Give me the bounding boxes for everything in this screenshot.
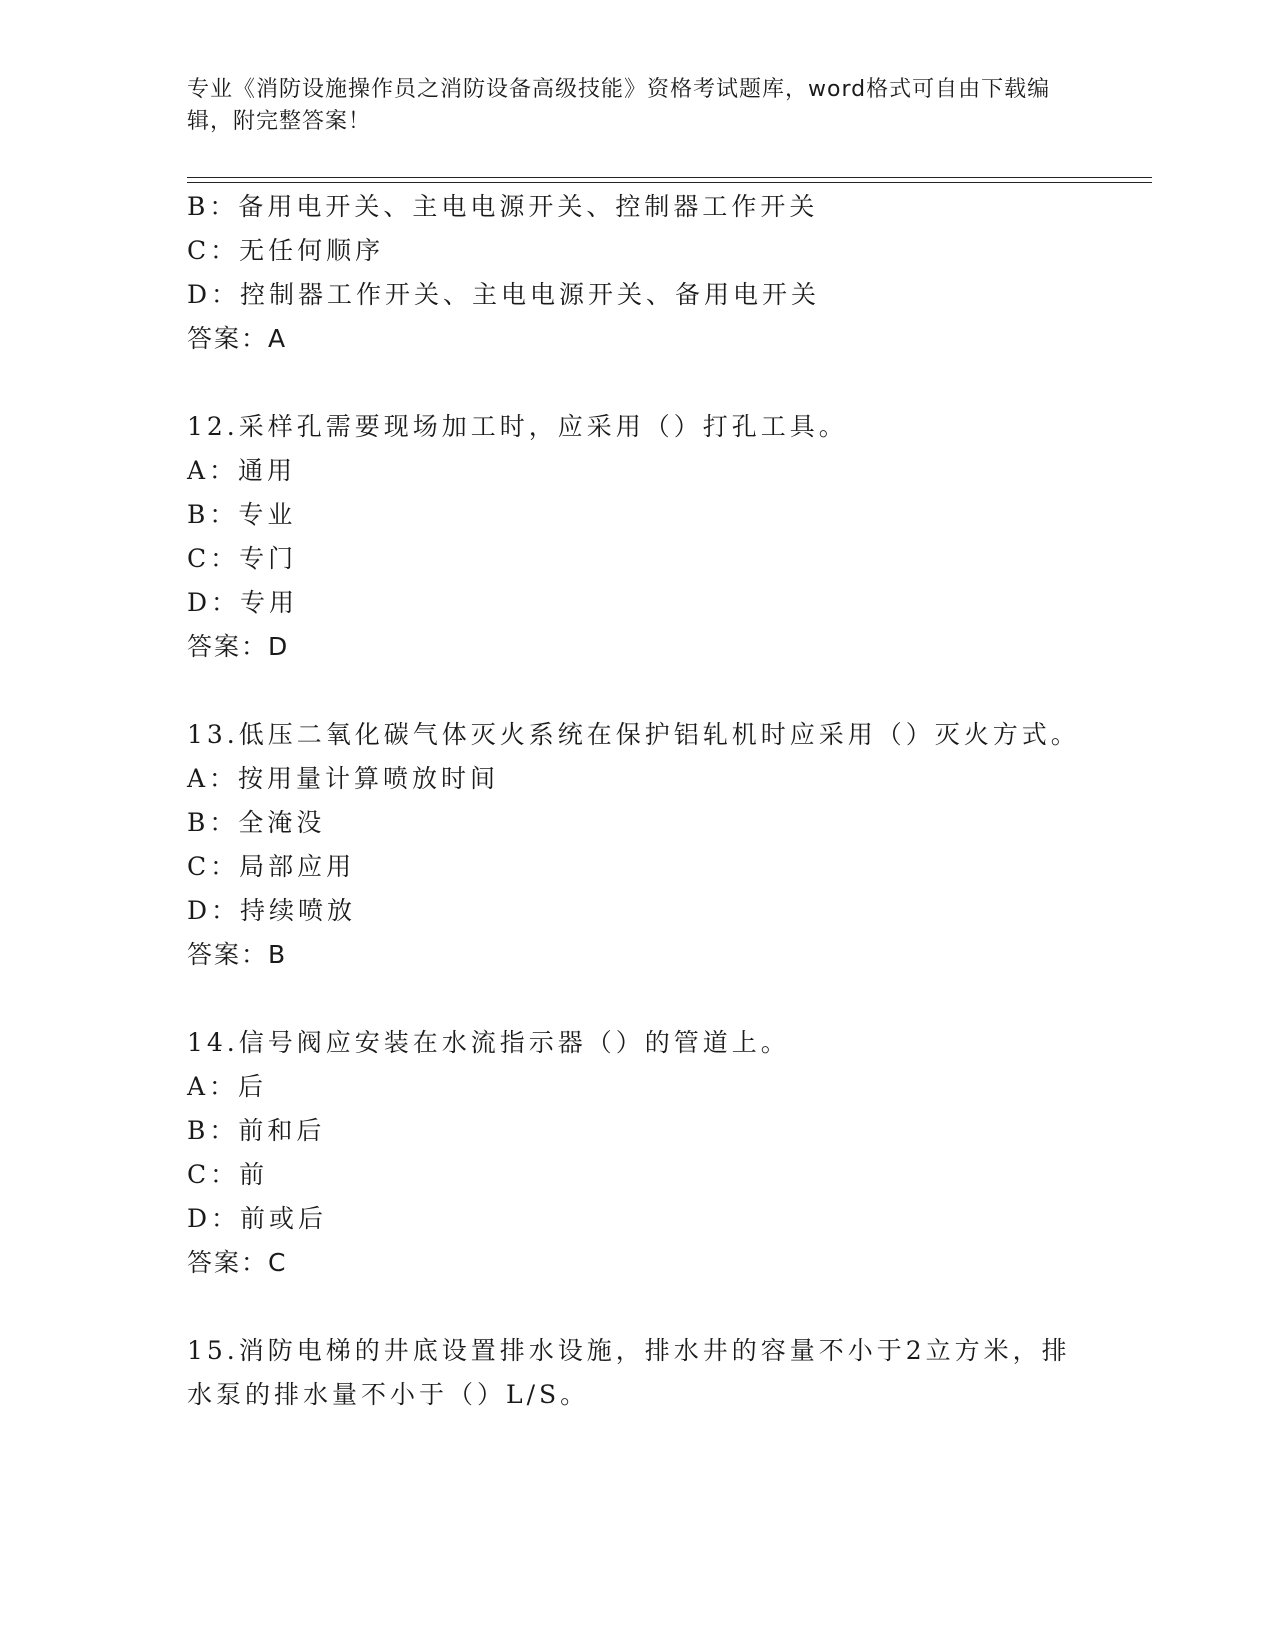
q14-option-c: C：前: [187, 1160, 269, 1189]
q12-option-a: A：通用: [187, 456, 297, 485]
header-divider-bottom: [187, 182, 1152, 183]
q12-answer: 答案：D: [187, 632, 290, 661]
q14-answer: 答案：C: [187, 1248, 288, 1277]
q13-option-c: C：局部应用: [187, 852, 356, 881]
q13-answer: 答案：B: [187, 940, 288, 969]
q13-option-d: D：持续喷放: [187, 896, 357, 925]
q11-answer: 答案：A: [187, 324, 288, 353]
document-header: 专业《消防设施操作员之消防设备高级技能》资格考试题库，word格式可自由下载编辑，附完整答案！: [187, 77, 1051, 134]
q13-stem: 13.低压二氧化碳气体灭火系统在保护铝轧机时应采用（）灭火方式。: [187, 720, 1080, 749]
q15-stem-line-2: 水泵的排水量不小于（）L/S。: [187, 1380, 590, 1409]
q14-option-b: B：前和后: [187, 1116, 326, 1145]
q14-option-a: A：后: [187, 1072, 268, 1101]
header-divider-top: [187, 177, 1152, 178]
q15-stem-line-1: 15.消防电梯的井底设置排水设施，排水井的容量不小于2立方米，排: [187, 1336, 1071, 1365]
q12-option-d: D：专用: [187, 588, 299, 617]
q12-option-b: B：专业: [187, 500, 297, 529]
q13-option-b: B：全淹没: [187, 808, 326, 837]
q11-option-b: B：备用电开关、主电电源开关、控制器工作开关: [187, 192, 819, 221]
q12-stem: 12.采样孔需要现场加工时，应采用（）打孔工具。: [187, 412, 848, 441]
q11-option-c: C：无任何顺序: [187, 236, 385, 265]
q14-stem: 14.信号阀应安装在水流指示器（）的管道上。: [187, 1028, 790, 1057]
q11-option-d: D：控制器工作开关、主电电源开关、备用电开关: [187, 280, 821, 309]
q12-option-c: C：专门: [187, 544, 298, 573]
q14-option-d: D：前或后: [187, 1204, 328, 1233]
q13-option-a: A：按用量计算喷放时间: [187, 764, 500, 793]
